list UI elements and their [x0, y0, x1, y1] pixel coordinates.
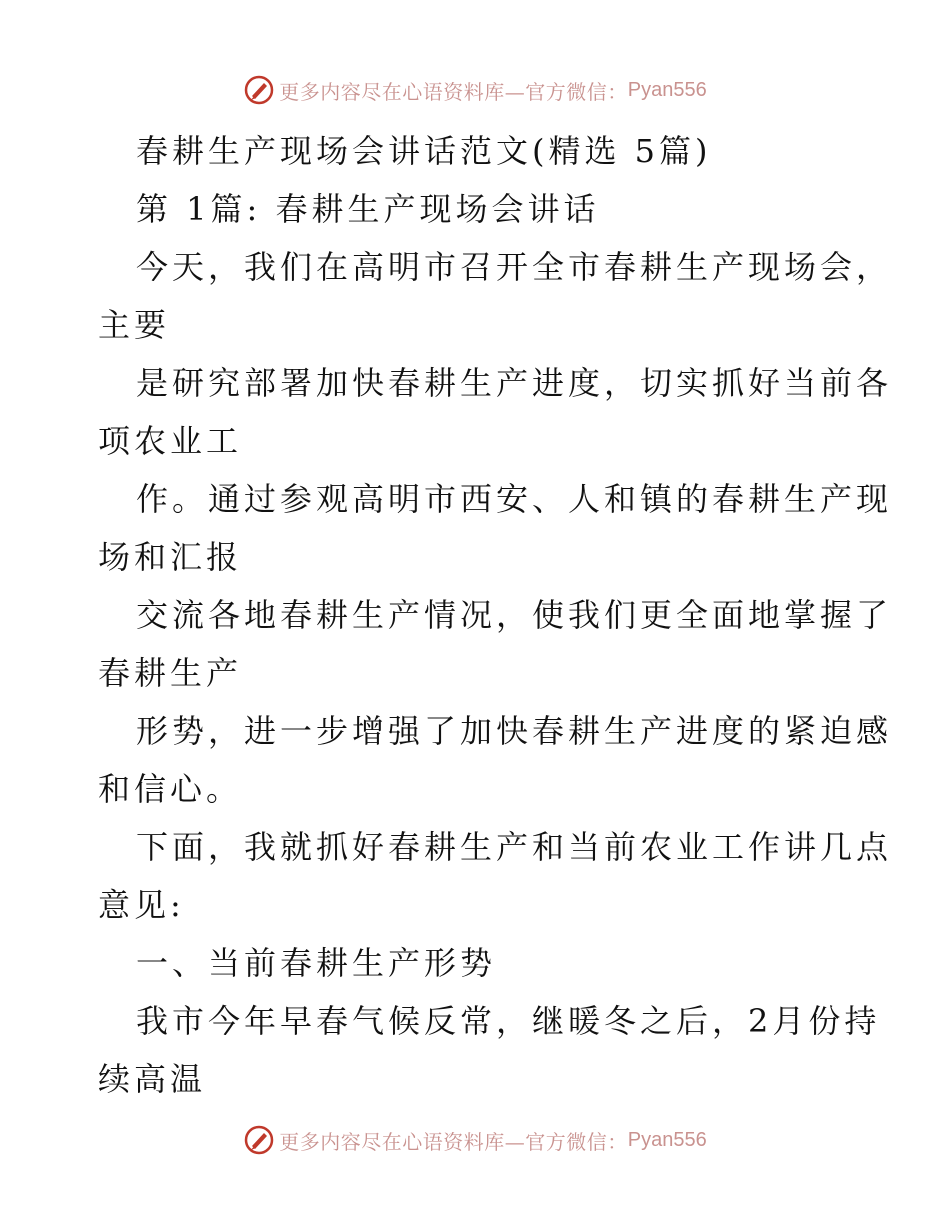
- header-banner-id: Pyan556: [627, 78, 707, 101]
- document-body: [98, 122, 893, 1108]
- paragraph-line: 场和汇报: [98, 538, 243, 576]
- paragraph-line: 主要: [98, 306, 171, 344]
- paragraph-line: 我市今年早春气候反常，继暖冬之后，2月份持: [136, 1002, 881, 1040]
- paragraph-line: 下面，我就抓好春耕生产和当前农业工作讲几点: [136, 828, 893, 866]
- paragraph-line: 形势，进一步增强了加快春耕生产进度的紧迫感: [136, 712, 893, 750]
- footer-banner-text: 更多内容尽在心语资料库—官方微信：: [279, 1129, 628, 1154]
- logo-icon: [243, 74, 275, 106]
- paragraph-line: 今天，我们在高明市召开全市春耕生产现场会，: [136, 248, 893, 286]
- header-banner-text: 更多内容尽在心语资料库—官方微信：: [279, 79, 628, 104]
- footer-banner: [0, 1122, 950, 1158]
- document-title: 春耕生产现场会讲话范文(精选 5篇): [136, 132, 712, 170]
- header-banner: [0, 72, 950, 108]
- paragraph-line: 项农业工: [98, 422, 243, 460]
- footer-banner-id: Pyan556: [627, 1128, 707, 1151]
- section-heading: 第 1篇: 春耕生产现场会讲话: [136, 190, 600, 228]
- paragraph-line: 春耕生产: [98, 654, 243, 692]
- paragraph-line: 意见:: [98, 886, 185, 924]
- paragraph-line: 作。通过参观高明市西安、人和镇的春耕生产现: [136, 480, 893, 518]
- section-subheading: 一、当前春耕生产形势: [136, 944, 497, 982]
- paragraph-line: 续高温: [98, 1060, 207, 1098]
- logo-icon: [243, 1124, 275, 1156]
- paragraph-line: 和信心。: [98, 770, 243, 808]
- paragraph-line: 是研究部署加快春耕生产进度，切实抓好当前各: [136, 364, 893, 402]
- paragraph-line: 交流各地春耕生产情况，使我们更全面地掌握了: [136, 596, 893, 634]
